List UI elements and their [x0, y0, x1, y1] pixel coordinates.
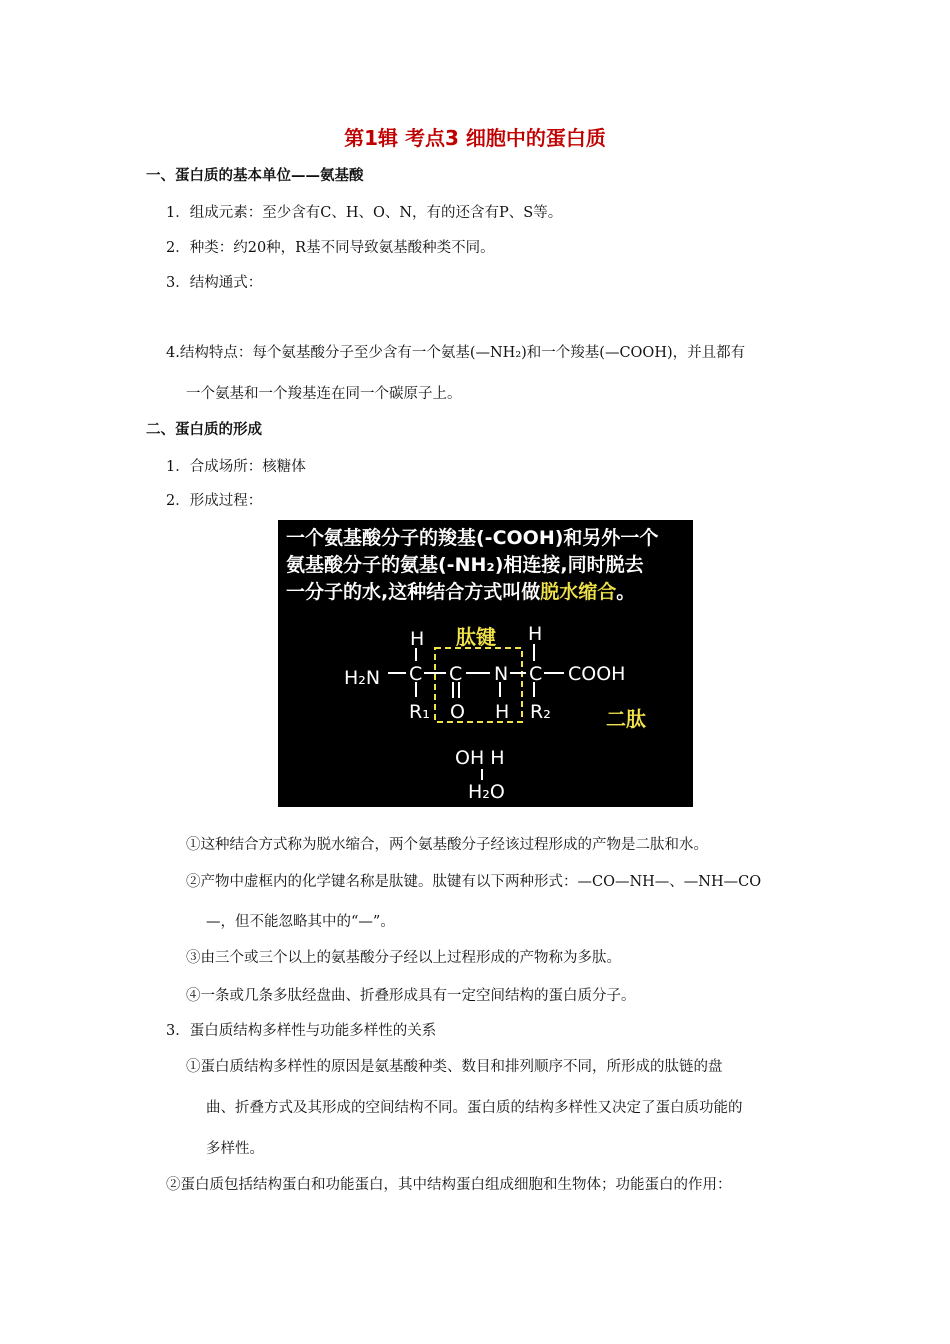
note-item: ④一条或几条多肽经盘曲、折叠形成具有一定空间结构的蛋白质分子。 — [186, 988, 636, 1004]
caption-line-2: 氨基酸分子的氨基(-NH₂)相连接,同时脱去 — [286, 554, 644, 576]
page-title: 第1辑 考点3 细胞中的蛋白质 — [344, 126, 606, 150]
atom-r1: R₁ — [409, 701, 430, 723]
atom-c3: C — [529, 663, 543, 685]
atom-c2: C — [449, 663, 463, 685]
atom-c1: C — [409, 663, 423, 685]
atom-r2: R₂ — [530, 701, 551, 723]
list-item: 2．形成过程： — [166, 493, 263, 509]
water-top: OH H — [455, 747, 505, 769]
list-item: 3．蛋白质结构多样性与功能多样性的关系 — [166, 1023, 437, 1039]
note-item-continuation: 曲、折叠方式及其形成的空间结构不同。蛋白质的结构多样性又决定了蛋白质功能的 — [206, 1100, 743, 1116]
list-item: 1．合成场所：核糖体 — [166, 459, 306, 475]
note-item: ②产物中虚框内的化学键名称是肽键。肽键有以下两种形式：—CO—NH—、—NH—CO — [186, 874, 762, 890]
note-item: ①这种结合方式称为脱水缩合，两个氨基酸分子经该过程形成的产物是二肽和水。 — [186, 837, 708, 853]
caption-line-3: 一分子的水,这种结合方式叫做脱水缩合。 — [286, 581, 636, 603]
note-item: ①蛋白质结构多样性的原因是氨基酸种类、数目和排列顺序不同，所形成的肽链的盘 — [186, 1059, 723, 1075]
atom-cooh: COOH — [568, 663, 626, 685]
list-item: 4.结构特点：每个氨基酸分子至少含有一个氨基(—NH₂)和一个羧基(—COOH)，并且都有 — [166, 345, 746, 361]
atom-h-left: H — [410, 628, 425, 650]
atom-n: N — [494, 663, 509, 685]
water-formula: H₂O — [468, 781, 505, 803]
note-item: ②蛋白质包括结构蛋白和功能蛋白，其中结构蛋白组成细胞和生物体；功能蛋白的作用： — [166, 1177, 732, 1193]
list-item: 2．种类：约20种，R基不同导致氨基酸种类不同。 — [166, 240, 495, 256]
section-heading-amino-acid: 一、蛋白质的基本单位——氨基酸 — [146, 168, 364, 184]
note-item: ③由三个或三个以上的氨基酸分子经以上过程形成的产物称为多肽。 — [186, 950, 621, 966]
list-item: 3．结构通式： — [166, 275, 263, 291]
atom-h2n: H₂N — [344, 667, 381, 689]
dipeptide-label: 二肽 — [606, 707, 646, 731]
caption-line-1: 一个氨基酸分子的羧基(-COOH)和另外一个 — [286, 527, 659, 549]
section-heading-protein-formation: 二、蛋白质的形成 — [146, 422, 262, 438]
peptide-bond-label: 肽键 — [456, 625, 496, 649]
note-item-continuation: 多样性。 — [206, 1141, 264, 1157]
atom-o: O — [450, 701, 465, 723]
list-item-continuation: 一个氨基和一个羧基连在同一个碳原子上。 — [186, 386, 462, 402]
note-item-continuation: —，但不能忽略其中的“—”。 — [206, 914, 395, 930]
dehydration-condensation-figure — [278, 520, 693, 807]
list-item: 1．组成元素：至少含有C、H、O、N，有的还含有P、S等。 — [166, 205, 563, 221]
caption-highlight: 脱水缩合 — [540, 581, 617, 603]
atom-h-mid: H — [495, 701, 510, 723]
atom-h-right: H — [528, 623, 543, 645]
